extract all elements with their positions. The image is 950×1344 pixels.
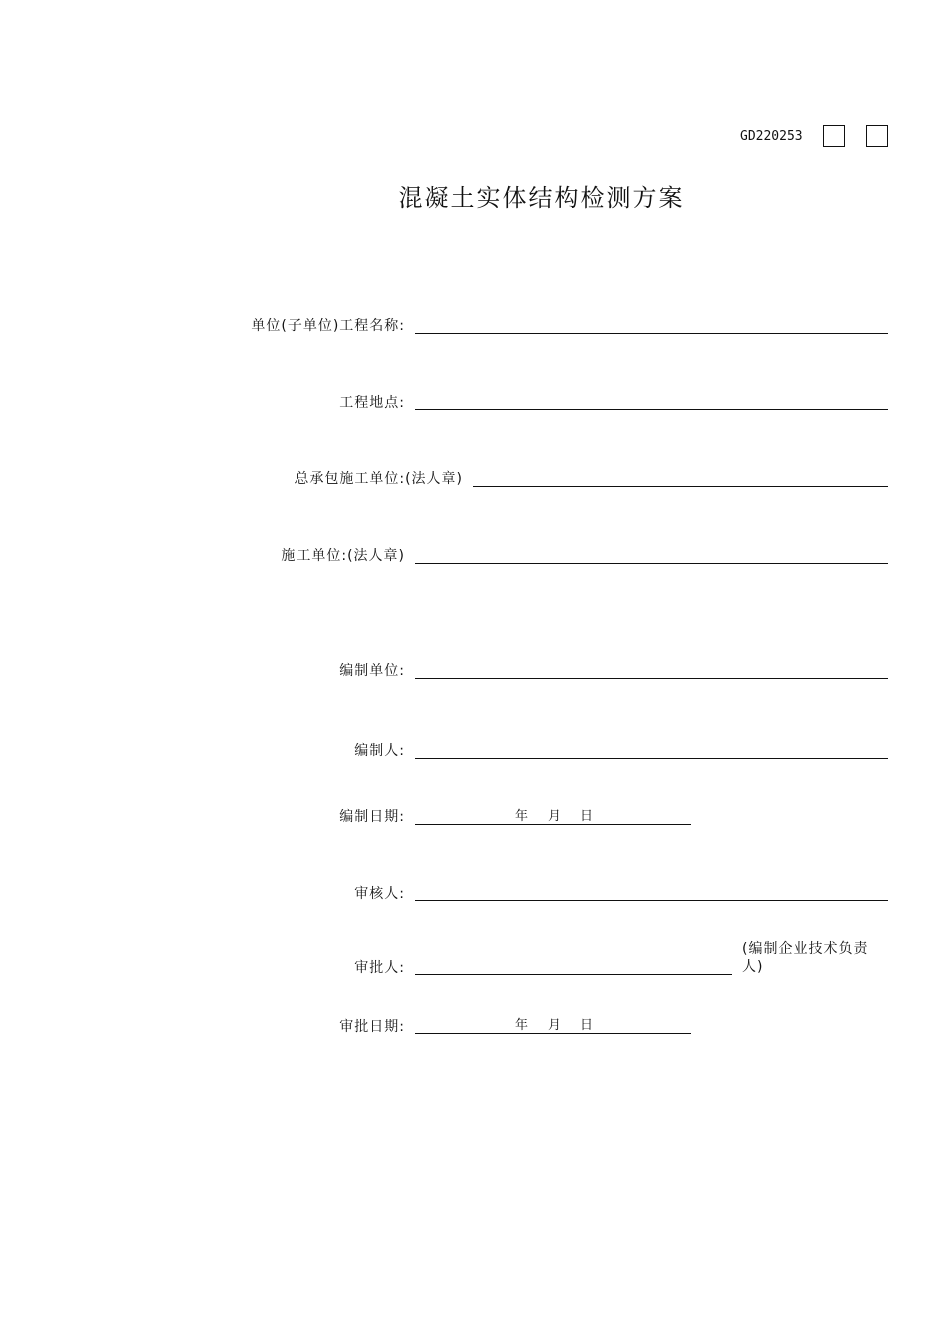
approver-line[interactable] [415, 974, 732, 975]
location-label: 工程地点: [339, 395, 405, 411]
general-contractor-line[interactable] [473, 486, 888, 487]
compiler-label: 编制人: [354, 743, 405, 759]
project-name-line[interactable] [415, 333, 888, 334]
compiling-unit-label: 编制单位: [339, 663, 405, 679]
project-name-label: 单位(子单位)工程名称: [251, 318, 405, 334]
approve-date-year: 年 [515, 1018, 529, 1033]
compile-date-month: 月 [548, 809, 562, 824]
contractor-line[interactable] [415, 563, 888, 564]
compile-date-year: 年 [515, 809, 529, 824]
approve-date-month: 月 [548, 1018, 562, 1033]
compile-date-label: 编制日期: [339, 809, 405, 825]
location-line[interactable] [415, 409, 888, 410]
code-box-1[interactable] [823, 125, 845, 147]
compile-date-day: 日 [580, 809, 594, 824]
contractor-label: 施工单位:(法人章) [281, 548, 405, 564]
general-contractor-label: 总承包施工单位:(法人章) [294, 471, 463, 487]
reviewer-line[interactable] [415, 900, 888, 901]
approve-date-label: 审批日期: [339, 1019, 405, 1035]
approve-date-day: 日 [580, 1018, 594, 1033]
compiler-line[interactable] [415, 758, 888, 759]
approver-note: (编制企业技术负责人) [742, 941, 869, 975]
code-box-2[interactable] [866, 125, 888, 147]
page-title: 混凝土实体结构检测方案 [398, 184, 685, 212]
reviewer-label: 审核人: [354, 886, 405, 902]
approver-label: 审批人: [354, 960, 405, 976]
compiling-unit-line[interactable] [415, 678, 888, 679]
document-code: GD220253 [740, 129, 803, 144]
